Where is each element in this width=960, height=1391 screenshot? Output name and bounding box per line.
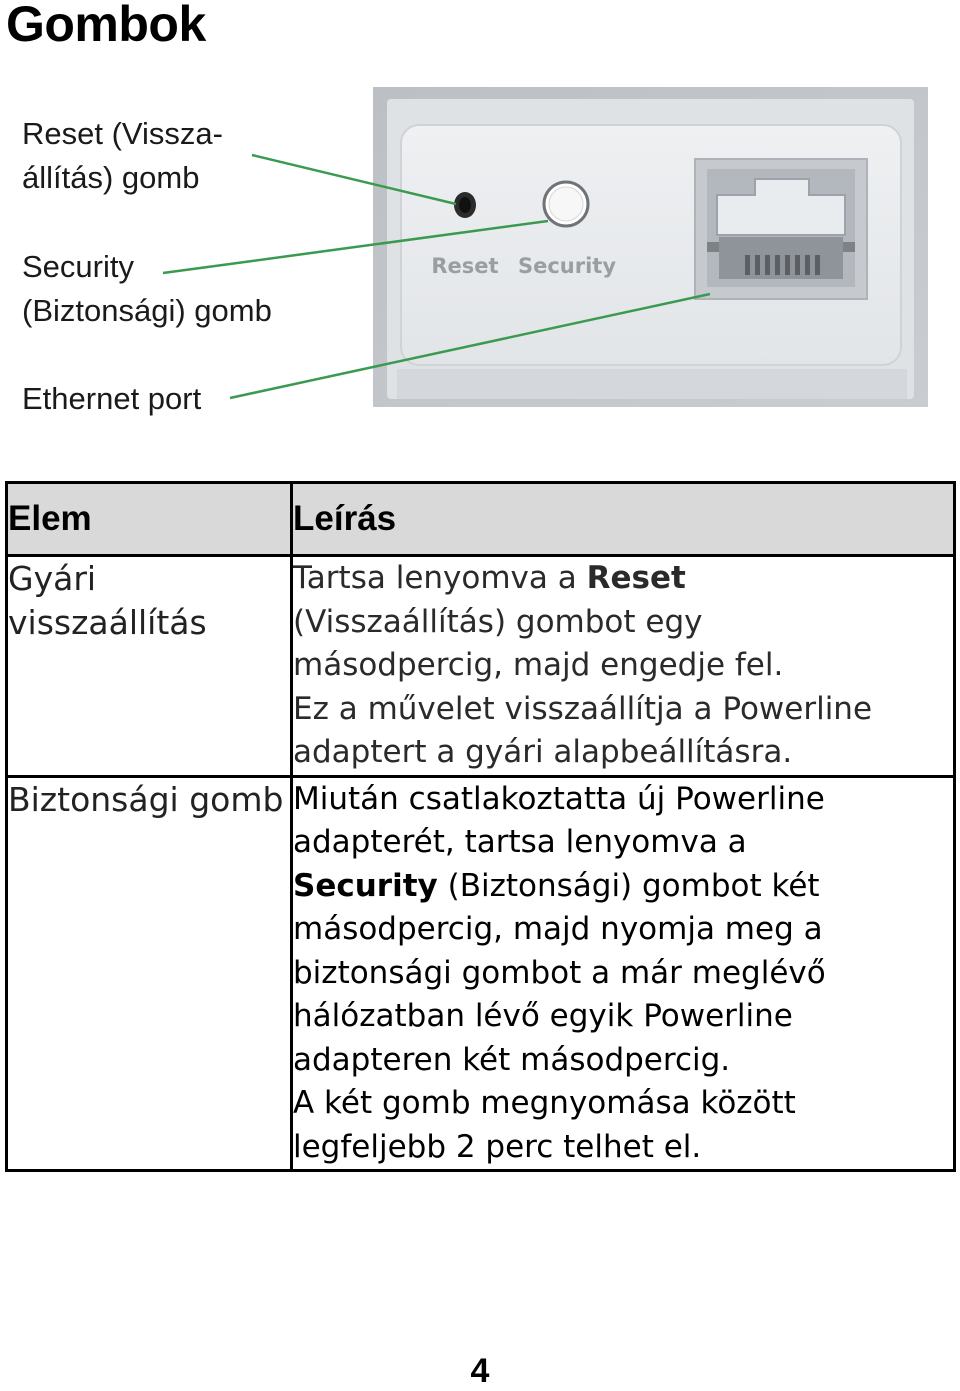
callout-line: Security bbox=[22, 249, 134, 284]
callout-security-button bbox=[22, 245, 272, 333]
desc-security-button bbox=[292, 776, 955, 1171]
bold-term-security: Security bbox=[293, 867, 438, 904]
desc-line: Miután csatlakoztatta új Powerline bbox=[293, 780, 825, 817]
desc-line: Ez a művelet visszaállítja a Powerline bbox=[293, 690, 873, 727]
bold-term-reset: Reset bbox=[586, 560, 686, 596]
table-header-row bbox=[7, 483, 955, 556]
desc-line: Security (Biztonsági) gombot két bbox=[293, 867, 820, 904]
desc-line: legfeljebb 2 perc telhet el. bbox=[293, 1128, 702, 1165]
callout-line: (Biztonsági) gomb bbox=[22, 293, 272, 328]
desc-line: (Visszaállítás) gombot egy bbox=[293, 603, 703, 640]
device-photo bbox=[373, 87, 928, 407]
header-elem: Elem bbox=[7, 483, 292, 556]
security-button bbox=[544, 182, 588, 226]
ethernet-port-jack bbox=[695, 159, 867, 299]
desc-line: adaptert a gyári alapbeállításra. bbox=[293, 734, 793, 770]
callout-line: állítás) gomb bbox=[22, 160, 200, 195]
callout-reset-button bbox=[22, 112, 223, 200]
table-row bbox=[7, 556, 955, 777]
elem-security-button: Biztonsági gomb bbox=[7, 776, 292, 1171]
elem-factory-reset: Gyári visszaállítás bbox=[7, 556, 292, 777]
security-label: Security bbox=[517, 254, 617, 278]
reset-button-hole bbox=[454, 192, 476, 218]
page-title: Gombok bbox=[6, 0, 206, 52]
callout-line: Reset (Vissza- bbox=[22, 116, 223, 151]
reset-label: Reset bbox=[431, 254, 499, 278]
table-row bbox=[7, 776, 955, 1171]
buttons-table bbox=[5, 481, 956, 1172]
callout-ethernet-port bbox=[22, 377, 201, 421]
desc-line: A két gomb megnyomása között bbox=[293, 1085, 796, 1121]
desc-line: hálózatban lévő egyik Powerline bbox=[293, 998, 793, 1034]
desc-line: biztonsági gombot a már meglévő bbox=[293, 954, 826, 991]
desc-line: adapteren két másodpercig. bbox=[293, 1041, 731, 1078]
desc-line: Tartsa lenyomva a Reset bbox=[293, 560, 686, 596]
header-desc: Leírás bbox=[292, 483, 955, 556]
desc-factory-reset bbox=[292, 556, 955, 777]
desc-line: másodpercig, majd engedje fel. bbox=[293, 647, 784, 683]
callout-line: Ethernet port bbox=[22, 381, 202, 416]
desc-line: másodpercig, majd nyomja meg a bbox=[293, 911, 823, 947]
desc-line: adapterét, tartsa lenyomva a bbox=[293, 824, 747, 860]
page-number: 4 bbox=[470, 1352, 490, 1390]
